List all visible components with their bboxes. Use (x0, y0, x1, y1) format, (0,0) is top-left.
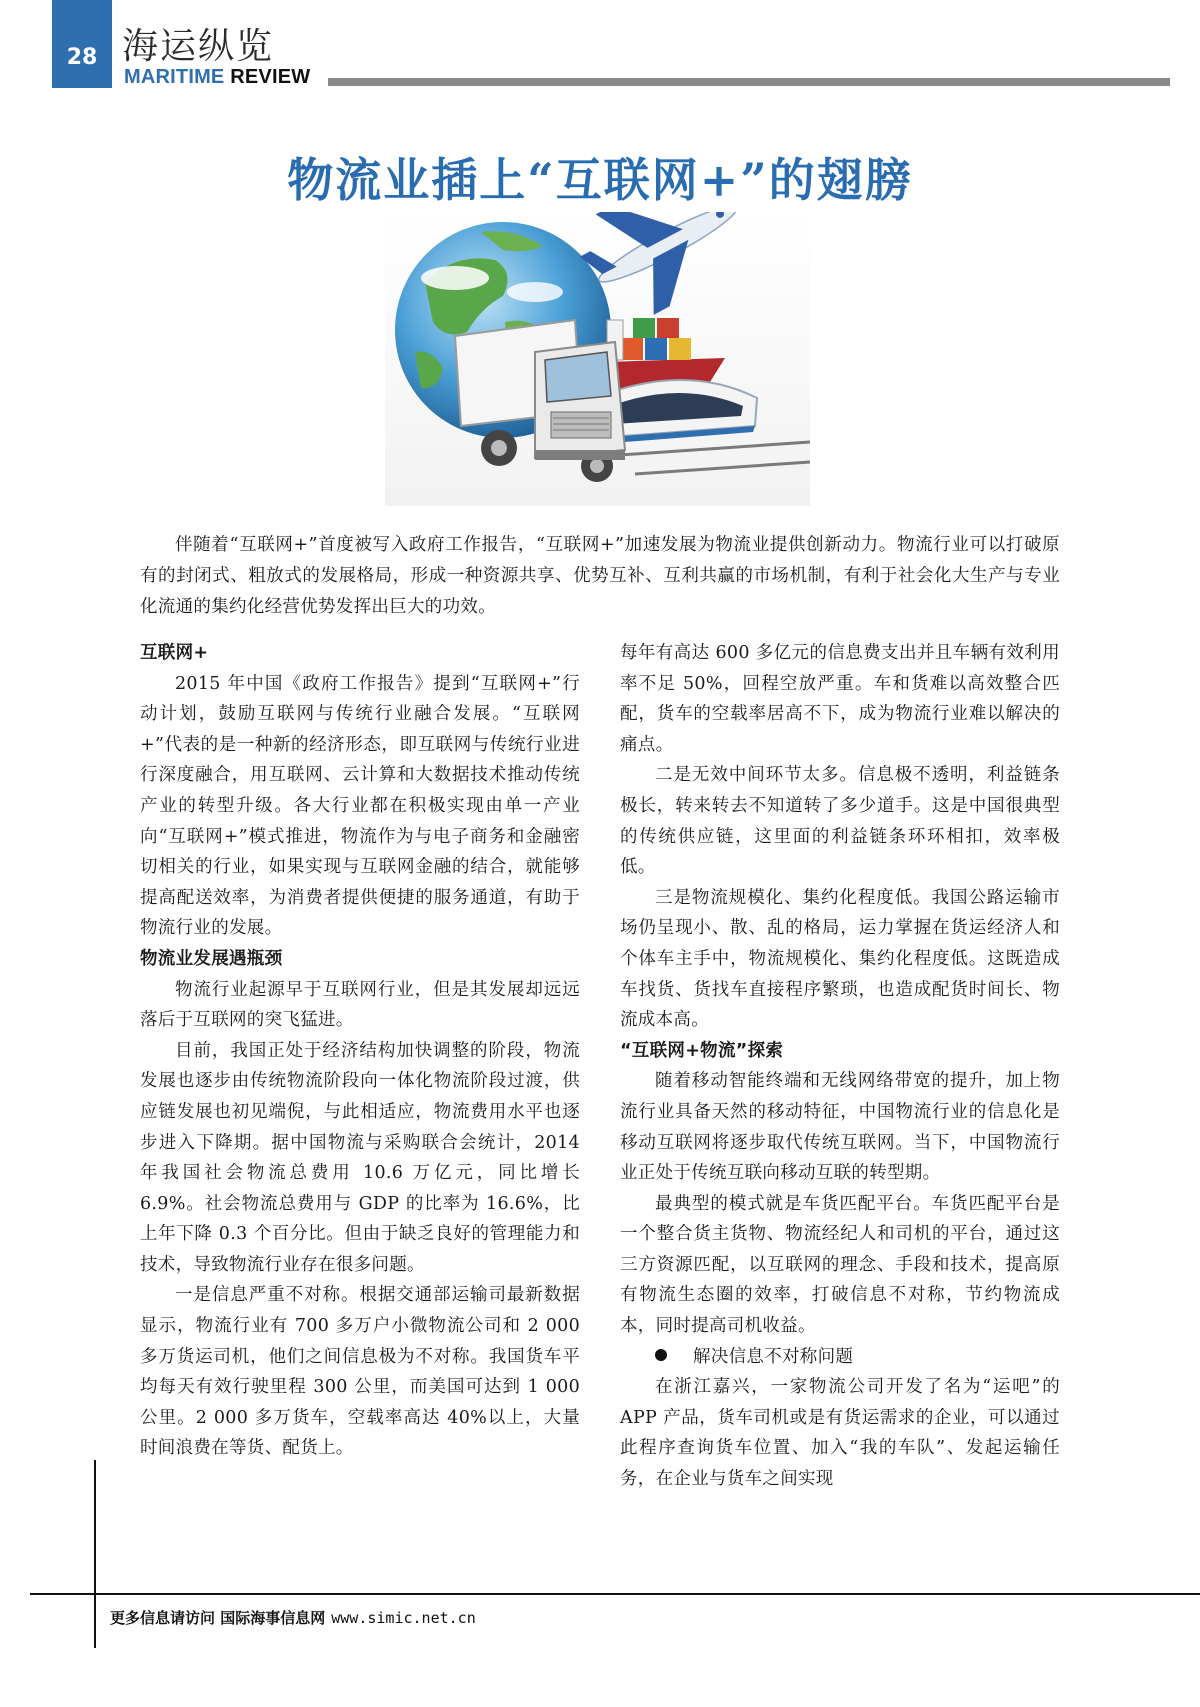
column-right (620, 638, 1060, 1495)
bullet-text: 解决信息不对称问题 (693, 1346, 854, 1367)
hero-illustration (385, 212, 810, 506)
logistics-illustration-icon (385, 212, 810, 506)
paragraph: 随着移动智能终端和无线网络带宽的提升，加上物流行业具备天然的移动特征，中国物流行业的信息化是移动互联网将逐步取代传统互联网。当下，中国物流行业正处于传统互联向移动互联的转型期。 (620, 1071, 1060, 1184)
magazine-subtitle-maritime: MARITIME (124, 66, 225, 88)
paragraph: 一是信息严重不对称。根据交通部运输司最新数据显示，物流行业有 700 多万户小微物流公司和 2 000 多万货运司机，他们之间信息极为不对称。我国货车平均每天有效行驶里程 300 公里，而美国可达到 1 000 公里。2 000 多万货车，空载率高达 40%以上，大量时间浪费在等货、配货上。 (140, 1285, 580, 1459)
bullet-item (620, 1342, 1060, 1373)
magazine-title: 海运纵览 (122, 26, 275, 67)
paragraph: 2015 年中国《政府工作报告》提到“互联网+”行动计划，鼓励互联网与传统行业融合发展。“互联网+”代表的是一种新的经济形态，即互联网与传统行业进行深度融合，用互联网、云计算和大数据技术推动传统产业的转型升级。各大行业都在积极实现由单一产业向“互联网+”模式推进，物流作为与电子商务和金融密切相关的行业，如果实现与互联网金融的结合，就能够提高配送效率，为消费者提供便捷的服务通道，有助于物流行业的发展。 (140, 673, 580, 939)
footer-url[interactable]: www.simic.net.cn (331, 1609, 476, 1627)
margin-rule (94, 1460, 96, 1648)
section-heading-internet-plus: 互联网+ (140, 643, 209, 663)
paragraph: 在浙江嘉兴，一家物流公司开发了名为“运吧”的 APP 产品，货车司机或是有货运需求的企业，可以通过此程序查询货车位置、加入“我的车队”、发起运输任务，在企业与货车之间实现 (620, 1377, 1060, 1490)
magazine-subtitle (124, 66, 310, 89)
page-number-badge (52, 0, 112, 88)
bullet-dot-icon (655, 1349, 667, 1361)
paragraph: 三是物流规模化、集约化程度低。我国公路运输市场仍呈现小、散、乱的格局，运力掌握在货运经济人和个体车主手中，物流规模化、集约化程度低。这既造成车找货、货找车直接程序繁琐，也造成配货时间长、物流成本高。 (620, 887, 1060, 1031)
footer-rule (30, 1593, 1200, 1595)
article-intro: 伴随着“互联网+”首度被写入政府工作报告，“互联网+”加速发展为物流业提供创新动力。物流行业可以打破原有的封闭式、粗放式的发展格局，形成一种资源共享、优势互补、互利共赢的市场机制，有利于社会化大生产与专业化流通的集约化经营优势发挥出巨大的功效。 (140, 535, 1060, 617)
page-number: 28 (66, 45, 98, 70)
footer (110, 1607, 476, 1628)
paragraph: 每年有高达 600 多亿元的信息费支出并且车辆有效利用率不足 50%，回程空放严重。车和货难以高效整合匹配，货车的空载率居高不下，成为物流行业难以解决的痛点。 (620, 643, 1060, 755)
paragraph: 最典型的模式就是车货匹配平台。车货匹配平台是一个整合货主货物、物流经纪人和司机的平台，通过这三方资源匹配，以互联网的理念、手段和技术，提高原有物流生态圈的效率，打破信息不对称，节约物流成本，同时提高司机收益。 (620, 1193, 1060, 1337)
paragraph: 物流行业起源早于互联网行业，但是其发展却远远落后于互联网的突飞猛进。 (140, 979, 580, 1031)
magazine-subtitle-review: REVIEW (230, 66, 311, 88)
footer-text: 更多信息请访问 国际海事信息网 (110, 1609, 326, 1627)
article-title: 物流业插上“互联网+”的翅膀 (287, 153, 913, 207)
paragraph: 目前，我国正处于经济结构加快调整的阶段，物流发展也逐步由传统物流阶段向一体化物流阶段过渡，供应链发展也初见端倪，与此相适应，物流费用水平也逐步进入下降期。据中国物流与采购联合会统计，2014 年我国社会物流总费用 10.6 万亿元，同比增长 6.9%。社会物流总费用与 GDP 的比率为 16.6%，比上年下降 0.3 个百分比。但由于缺乏良好的管理能力和技术，导致物流行业存在很多问题。 (140, 1040, 580, 1275)
paragraph: 二是无效中间环节太多。信息极不透明，利益链条极长，转来转去不知道转了多少道手。这是中国很典型的传统供应链，这里面的利益链条环环相扣，效率极低。 (620, 765, 1060, 878)
section-heading-exploration: “互联网+物流”探索 (620, 1040, 784, 1061)
header-rule (328, 78, 1170, 86)
column-left (140, 638, 580, 1464)
section-heading-bottleneck: 物流业发展遇瓶颈 (140, 948, 283, 969)
